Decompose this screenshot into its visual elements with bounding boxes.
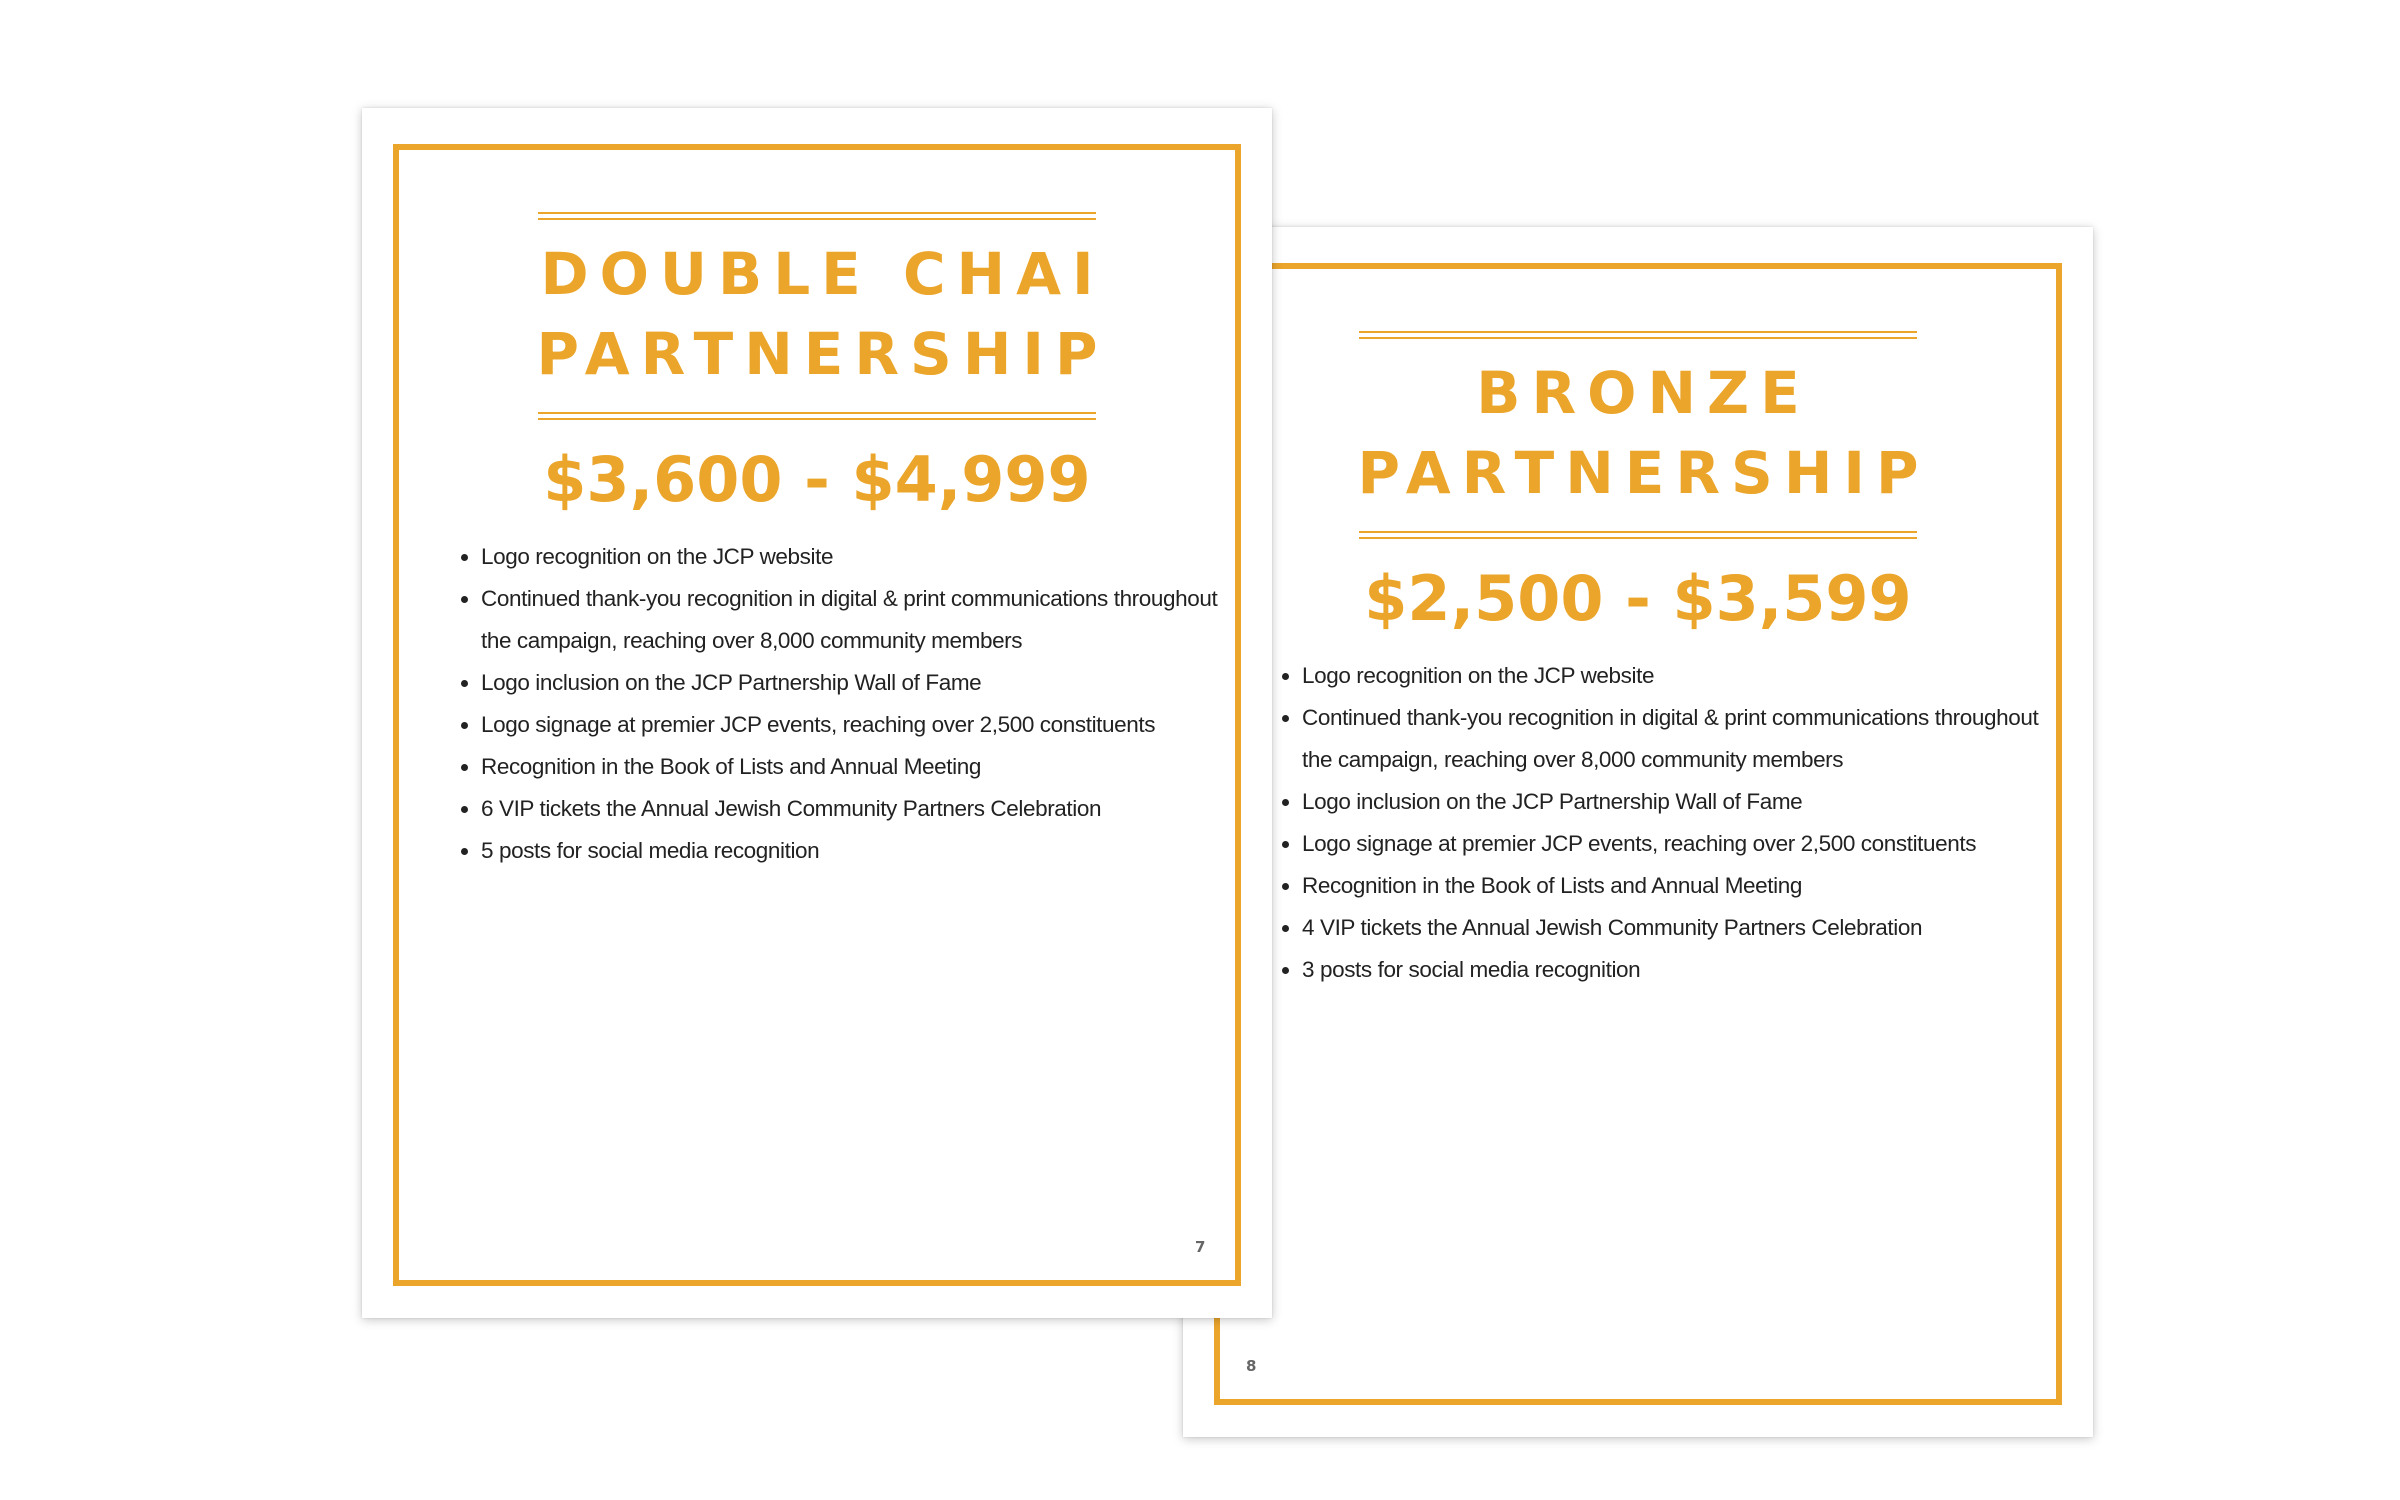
title-line-1: DOUBLE CHAI (540, 240, 1105, 308)
list-item: • Logo signage at premier JCP events, reaching over 2,500 constituents (481, 704, 1221, 746)
list-item: • Recognition in the Book of Lists and Annual Meeting (481, 746, 1221, 788)
list-item: • Recognition in the Book of Lists and Annual Meeting (1302, 865, 2042, 907)
title-rule-bottom (538, 412, 1096, 420)
list-item: • 5 posts for social media recognition (481, 830, 1221, 872)
list-item: • 6 VIP tickets the Annual Jewish Community Partners Celebration (481, 788, 1221, 830)
list-item: • Continued thank-you recognition in digital & print communications throughout the campaign, reaching over 8,000 community members (481, 578, 1221, 662)
list-item: • Logo recognition on the JCP website (1302, 655, 2042, 697)
list-item: • Logo inclusion on the JCP Partnership Wall of Fame (481, 662, 1221, 704)
page-bronze (1183, 227, 2093, 1437)
page-number: 8 (1246, 1357, 1257, 1375)
price-range: $3,600 - $4,999 (543, 443, 1091, 516)
price-range: $2,500 - $3,599 (1364, 562, 1912, 635)
page-number: 7 (1195, 1238, 1206, 1256)
title-line-1: BRONZE (1476, 359, 1811, 427)
list-item: • 3 posts for social media recognition (1302, 949, 2042, 991)
list-item: • Logo signage at premier JCP events, reaching over 2,500 constituents (1302, 823, 2042, 865)
list-item: • Logo recognition on the JCP website (481, 536, 1221, 578)
page-title (362, 234, 1272, 394)
benefits-list (455, 536, 1221, 872)
title-rule-bottom (1359, 531, 1917, 539)
title-block (1183, 331, 2093, 637)
title-rule-top (1359, 331, 1917, 339)
list-item: • Logo inclusion on the JCP Partnership Wall of Fame (1302, 781, 2042, 823)
title-line-2: PARTNERSHIP (1357, 439, 1930, 507)
page-title (1183, 353, 2093, 513)
benefits-list (1276, 655, 2042, 991)
list-item: • Continued thank-you recognition in digital & print communications throughout the campaign, reaching over 8,000 community members (1302, 697, 2042, 781)
title-rule-top (538, 212, 1096, 220)
list-item: • 4 VIP tickets the Annual Jewish Community Partners Celebration (1302, 907, 2042, 949)
title-block (362, 212, 1272, 518)
page-double-chai (362, 108, 1272, 1318)
title-line-2: PARTNERSHIP (536, 320, 1109, 388)
